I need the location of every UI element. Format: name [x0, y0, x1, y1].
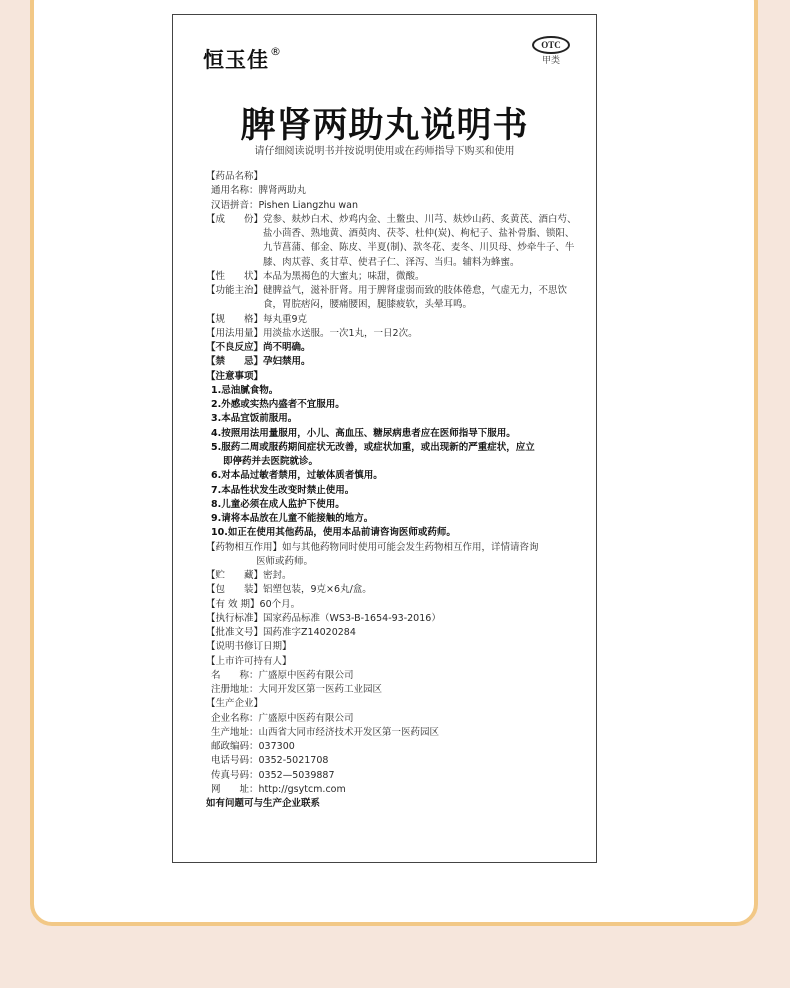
- registered-mark: ®: [270, 45, 282, 58]
- precautions-header: 【注意事项】: [206, 370, 264, 382]
- otc-badge: OTC: [532, 36, 570, 54]
- manufacturer-address-row: 生产地址： 山西省大同市经济技术开发区第一医药园区: [211, 726, 440, 738]
- precaution-item: 8.儿童必须在成人监护下使用。: [211, 498, 345, 510]
- leaflet-body: [206, 170, 578, 811]
- approval-row: 【批准文号】 国药准字Z14020284: [206, 627, 356, 638]
- precaution-item: 4.按照用法用量服用，小儿、高血压、糖尿病患者应在医师指导下服用。: [211, 427, 516, 439]
- interaction-row: 【药物相互作用】 如与其他药物同时使用可能会发生药物相互作用，详情请咨询: [206, 541, 539, 553]
- precaution-item: 10.如正在使用其他药品，使用本品前请咨询医师或药师。: [211, 527, 456, 539]
- adverse-reaction-row: 【不良反应】 尚不明确。: [206, 342, 311, 353]
- indications-row: 【功能主治】 健脾益气，滋补肝肾。用于脾肾虚弱而致的肢体倦怠，气虚无力，不思饮食，胃脘痞闷，腰痛腰困，腿膝疲软，头晕耳鸣。: [206, 285, 568, 311]
- storage-row: 【贮 藏】 密封。: [206, 570, 292, 581]
- leaflet-page: [172, 14, 597, 863]
- holder-name-row: 名 称： 广盛原中医药有限公司: [211, 669, 354, 681]
- document-subtitle: 请仔细阅读说明书并按说明使用或在药师指导下购买和使用: [254, 146, 515, 157]
- precaution-item: 3.本品宜饭前服用。: [211, 413, 298, 425]
- manufacturer-fax-row: 传真号码： 0352—5039887: [211, 769, 335, 781]
- usage-row: 【用法用量】 用淡盐水送服。一次1丸，一日2次。: [206, 327, 418, 339]
- standard-row: 【执行标准】 国家药品标准（WS3-B-1654-93-2016）: [206, 612, 441, 624]
- interaction-cont: 医师或药师。: [256, 555, 314, 567]
- contact-note: 如有问题可与生产企业联系: [206, 798, 321, 809]
- drug-name-header: 【药品名称】: [206, 171, 264, 182]
- precaution-item: 9.请将本品放在儿童不能接触的地方。: [211, 513, 374, 524]
- precaution-item: 6.对本品过敏者禁用，过敏体质者慎用。: [211, 470, 383, 482]
- precaution-item: 7.本品性状发生改变时禁止使用。: [211, 484, 355, 496]
- package-row: 【包 装】 铝塑包装，9克×6丸/盒。: [206, 584, 372, 596]
- manufacturer-website-row: 网 址： http://gsytcm.com: [211, 783, 346, 795]
- otc-class-label: 甲类: [541, 56, 560, 66]
- pinyin-row: 汉语拼音： Pishen Liangzhu wan: [211, 199, 358, 211]
- manufacturer-company-row: 企业名称： 广盛原中医药有限公司: [211, 712, 354, 724]
- holder-address-row: 注册地址： 大同开发区第一医药工业园区: [211, 684, 383, 695]
- validity-row: 【有 效 期】 60个月。: [206, 598, 301, 610]
- brand-logo: 恒玉佳®: [203, 45, 282, 72]
- precaution-item: 5.服药二周或服药期间症状无改善，或症状加重，或出现新的严重症状，应立 即停药并去医院就诊。: [211, 441, 535, 467]
- manufacturer-header: 【生产企业】: [206, 698, 264, 710]
- holder-header: 【上市许可持有人】: [206, 655, 292, 667]
- document-title: 脾肾两助丸说明书: [240, 105, 529, 146]
- spec-row: 【规 格】 每丸重9克: [206, 313, 308, 325]
- ingredients-row: 【成 份】 党参、麸炒白术、炒鸡内金、土鳖虫、川芎、麸炒山药、炙黄芪、酒白芍、盐小茴香、熟地黄、酒萸肉、茯苓、杜仲(炭)、枸杞子、盐补骨脂、锁阳、九节菖蒲、郁金、陈皮、半夏(制)、款冬花、麦冬、川贝母、炒牵牛子、牛膝、肉苁蓉、炙甘草、使君子仁、泽泻、当归。辅料为蜂蜜。: [206, 213, 577, 268]
- properties-row: 【性 状】 本品为黑褐色的大蜜丸；味甜，微酸。: [206, 270, 425, 282]
- precaution-item: 2.外感或实热内盛者不宜服用。: [211, 399, 345, 410]
- manufacturer-postcode-row: 邮政编码： 037300: [211, 741, 295, 752]
- generic-name-row: 通用名称： 脾肾两助丸: [211, 185, 307, 197]
- contraindication-row: 【禁 忌】 孕妇禁用。: [206, 356, 311, 368]
- revision-date-header: 【说明书修订日期】: [206, 641, 292, 653]
- precaution-item: 1.忌油腻食物。: [211, 384, 279, 396]
- manufacturer-phone-row: 电话号码： 0352-5021708: [211, 755, 329, 767]
